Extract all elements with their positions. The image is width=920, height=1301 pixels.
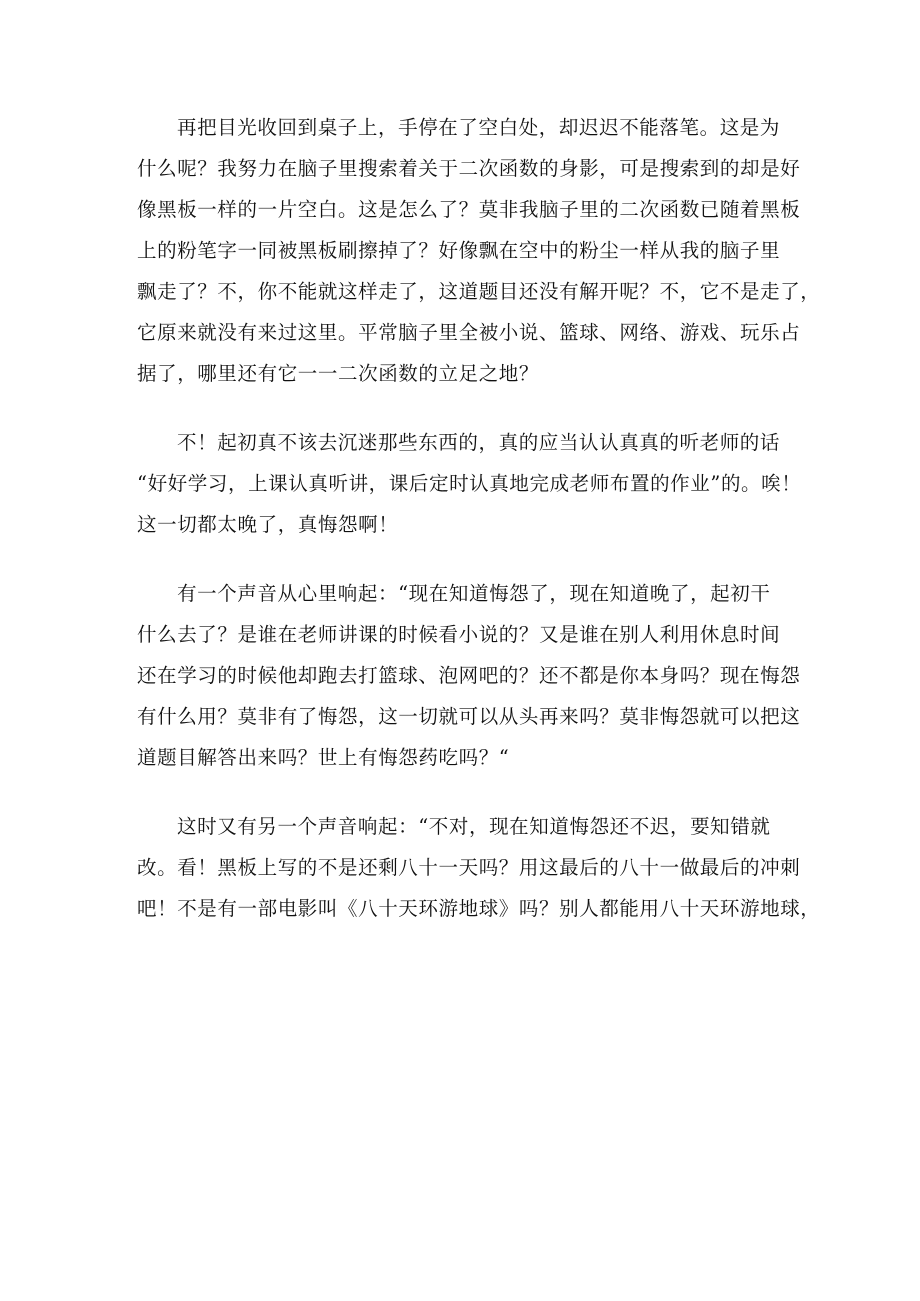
text-line: 上的粉笔字一同被黑板刷擦掉了？好像飘在空中的粉尘一样从我的脑子里 (137, 239, 781, 262)
text-line: 有一个声音从心里响起：“现在知道悔怨了，现在知道晚了，起初干 (177, 582, 771, 605)
text-line: 据了，哪里还有它一一二次函数的立足之地？ (137, 362, 540, 385)
paragraph-3 (137, 573, 801, 778)
text-line: 这时又有另一个声音响起：“不对，现在知道悔怨还不迟，要知错就 (177, 815, 771, 838)
text-line: 什么去了？是谁在老师讲课的时候看小说的？又是谁在别人利用休息时间 (137, 623, 781, 646)
text-line: 有什么用？莫非有了悔怨，这一切就可以从头再来吗？莫非悔怨就可以把这 (137, 705, 801, 728)
paragraph-2 (137, 422, 802, 545)
document-body (137, 107, 821, 929)
text-line: 道题目解答出来吗？世上有悔怨药吃吗？“ (137, 746, 510, 769)
paragraph-4 (137, 806, 821, 929)
text-line: 不！起初真不该去沉迷那些东西的，真的应当认认真真的听老师的话 (177, 431, 781, 454)
text-line: 什么呢？我努力在脑子里搜索着关于二次函数的身影，可是搜索到的却是好 (137, 157, 801, 180)
text-line: 改。看！黑板上写的不是还剩八十一天吗？用这最后的八十一做最后的冲刺 (137, 856, 801, 879)
text-line: 再把目光收回到桌子上，手停在了空白处，却迟迟不能落笔。这是为 (177, 116, 781, 139)
text-line: “好好学习，上课认真听讲，课后定时认真地完成老师布置的作业”的。唉！ (137, 472, 802, 495)
text-line: 飘走了？不，你不能就这样走了，这道题目还没有解开呢？不，它不是走了， (137, 280, 821, 303)
text-line: 吧！不是有一部电影叫《八十天环游地球》吗？别人都能用八十天环游地球， (137, 897, 821, 920)
text-line: 还在学习的时候他却跑去打篮球、泡网吧的？还不都是你本身吗？现在悔怨 (137, 664, 801, 687)
text-line: 像黑板一样的一片空白。这是怎么了？莫非我脑子里的二次函数已随着黑板 (137, 198, 801, 221)
text-line: 它原来就没有来过这里。平常脑子里全被小说、篮球、网络、游戏、玩乐占 (137, 321, 801, 344)
text-line: 这一切都太晚了，真悔怨啊！ (137, 513, 399, 536)
paragraph-1 (137, 107, 821, 394)
